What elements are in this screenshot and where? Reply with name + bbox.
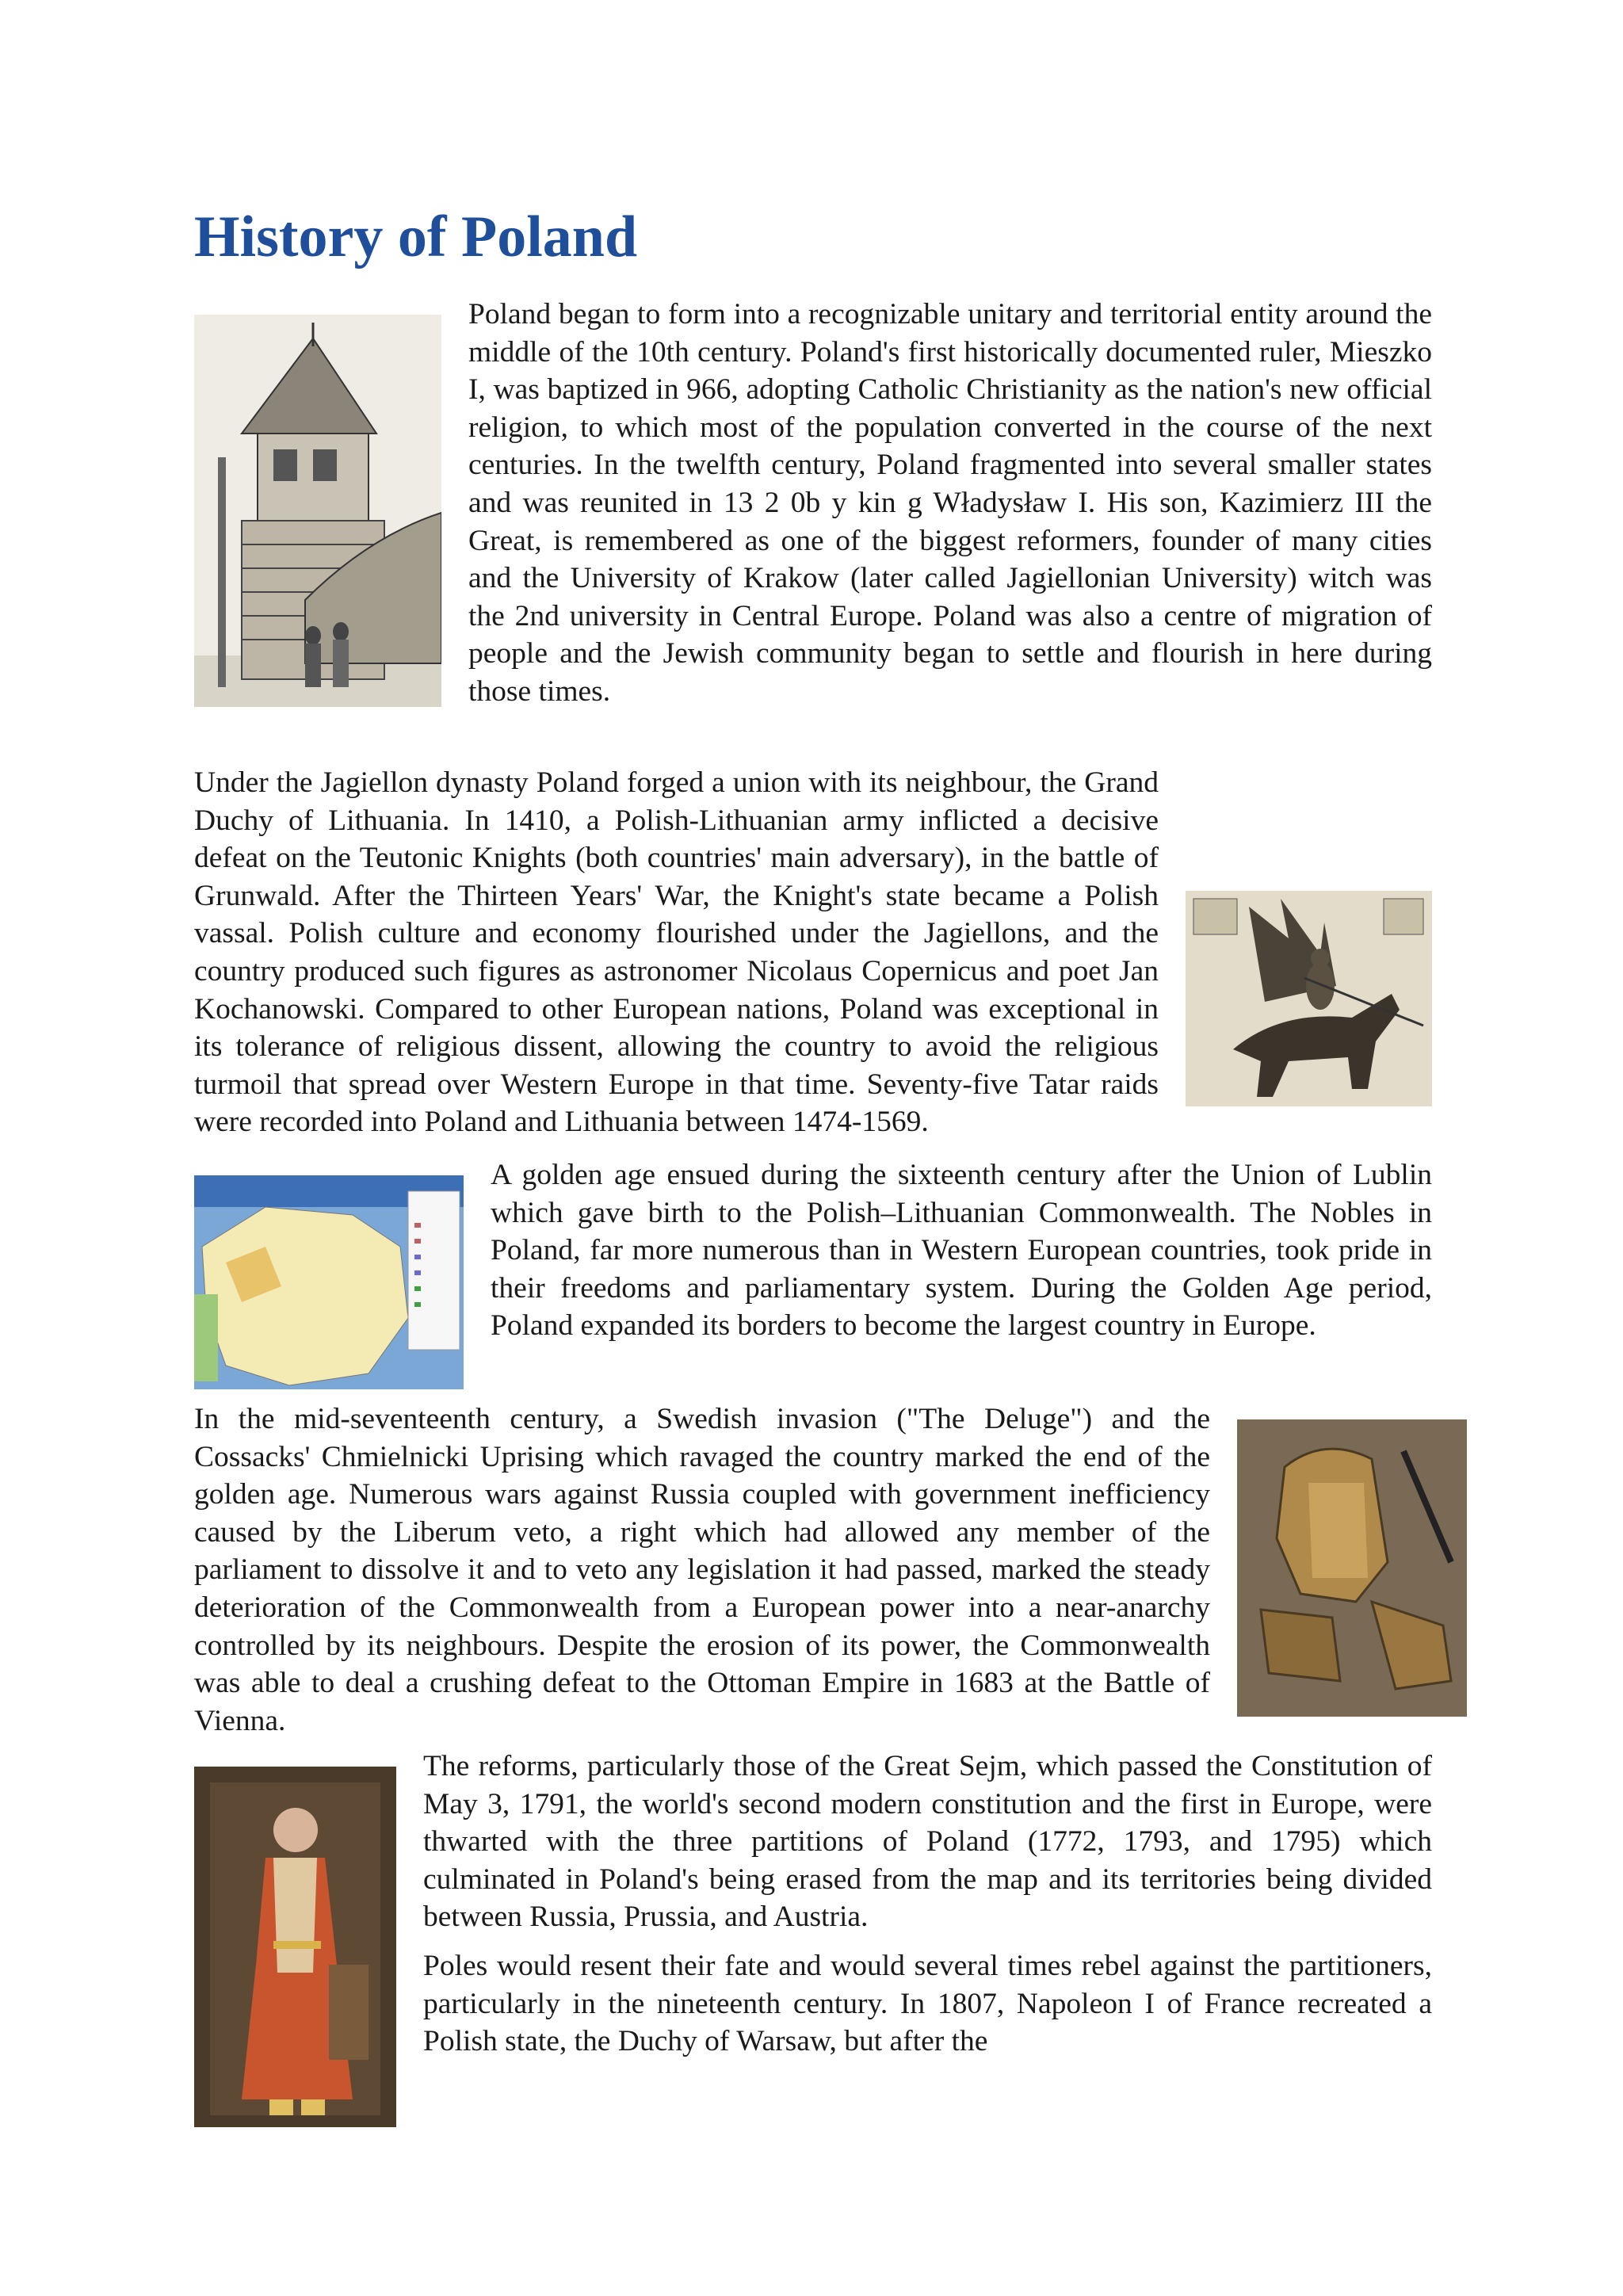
commonwealth-map-image [194,1175,464,1389]
paragraph-2 [194,764,1432,1141]
paragraph-3-text: A golden age ensued during the sixteenth century after the Union of Lublin which gave birth to the Polish–Lithuanian Commonwealth. The Nobles in Poland, far more numerous than in Western European countries, took pride in their freedoms and parliamentary system. During the Golden Age period, Poland expanded its borders to become the largest country in Europe. [491,1159,1432,1343]
paragraph-6-text: Poles would resent their fate and would several times rebel against the partitioners, particularly in the nineteenth century. In 1807, Napoleon I of France recreated a Polish state, the Duchy of Warsaw, but after the [423,1949,1432,2058]
paragraph-1 [194,296,1432,711]
armour-painting-image [1237,1419,1467,1717]
paragraph-4 [194,1400,1467,1740]
paragraph-5 [194,1748,1432,2127]
paragraph-2-text: Under the Jagiellon dynasty Poland forged a union with its neighbour, the Grand Duchy of Lithuania. In 1410, a Polish-Lithuanian army inflicted a decisive defeat on the Teutonic Knights (both countries' main adversary), in the battle of Grunwald. After the Thirteen Years' War, the Knight's state became a Polish vassal. Polish culture and economy flourished under the Jagiellons, and the country produced such figures as astronomer Nicolaus Copernicus and poet Jan Kochanowski. Compared to other European nations, Poland was exceptional in its tolerance of religious dissent, allowing the country to avoid the religious turmoil that spread over Western Europe in that time. Seventy-five Tatar raids were recorded into Poland and Lithuania between 1474-1569. [194,766,1159,1139]
nobleman-portrait-image [194,1767,396,2127]
paragraph-5-text: The reforms, particularly those of the Great Sejm, which passed the Constitution of May 3, 1791, the world's second modern constitution and the first in Europe, were thwarted with the three partitions of Poland (1772, 1793, and 1795) which culminated in Poland's being erased from the map and its territories being divided between Russia, Prussia, and Austria. [423,1750,1432,1934]
paragraph-3 [194,1156,1432,1389]
paragraph-4-text: In the mid-seventeenth century, a Swedish invasion ("The Deluge") and the Cossacks' Chmielnicki Uprising which ravaged the country marked the end of the golden age. Numerous wars against Russia coupled with government inefficiency caused by the Liberum veto, a right which had allowed any member of the parliament to dissolve it and to veto any legislation it had passed, marked the steady deterioration of the Commonwealth from a European power into a near-anarchy controlled by its neighbours. Despite the erosion of its power, the Commonwealth was able to deal a crushing defeat to the Ottoman Empire in 1683 at the Battle of Vienna. [194,1403,1210,1737]
watchtower-sketch-image [194,315,441,707]
paragraph-1-text: Poland began to form into a recognizable unitary and territorial entity around the middle of the 10th century. Poland's first historically documented ruler, Mieszko I, was baptized in 966, adopting Catholic Christianity as the nation's new official religion, to which most of the population converted in the course of the next centuries. In the twelfth century, Poland fragmented into several smaller states and was reunited in 13 2 0b y kin g Władysław I. His son, Kazimierz III the Great, is remembered as one of the biggest reformers, founder of many cities and the University of Krakow (later called Jagiellonian University) witch was the 2nd university in Central Europe. Poland was also a centre of migration of people and the Jewish community began to settle and flourish in here during those times. [468,298,1432,708]
winged-hussar-image [1186,891,1432,1106]
page-title: History of Poland [194,204,638,269]
